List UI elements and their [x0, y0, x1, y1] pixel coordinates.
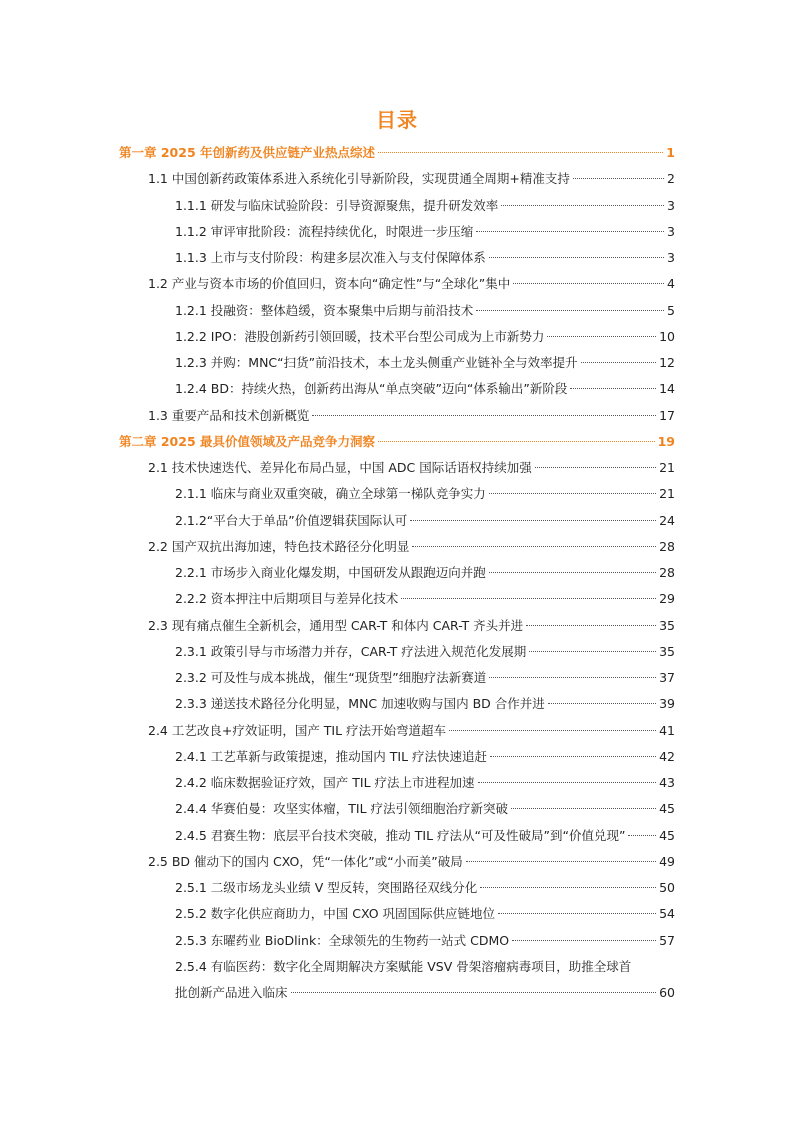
toc-leader-dots — [529, 651, 656, 652]
toc-entry[interactable] — [148, 457, 675, 479]
toc-entry-page: 28 — [659, 538, 675, 554]
toc-leader-dots — [291, 992, 657, 993]
toc-entry[interactable] — [148, 851, 675, 873]
toc-entry-page: 4 — [667, 276, 675, 292]
toc-leader-dots — [573, 178, 664, 179]
toc-entry-page: 3 — [667, 223, 675, 239]
toc-leader-dots — [490, 756, 656, 757]
toc-entry-page: 50 — [659, 880, 675, 895]
toc-entry[interactable] — [175, 930, 675, 952]
toc-entry-page: 57 — [659, 932, 675, 948]
toc-chapter-entry[interactable] — [119, 142, 675, 164]
toc-leader-dots — [410, 520, 656, 521]
toc-leader-dots — [480, 887, 656, 888]
toc-entry[interactable] — [175, 195, 675, 217]
toc-entry[interactable] — [175, 588, 675, 610]
toc-entry[interactable] — [175, 798, 675, 820]
toc-leader-dots — [498, 913, 656, 914]
toc-entry-page: 5 — [667, 302, 675, 318]
toc-entry-text: 2.5 BD 催动下的国内 CXO，凭“一体化”或“小而美”破局 — [148, 853, 463, 869]
toc-leader-dots — [476, 231, 664, 232]
toc-entry-text: 1.2.1 投融资：整体趋缓，资本聚集中后期与前沿技术 — [175, 302, 474, 318]
toc-entry-page: 3 — [667, 250, 675, 265]
toc-entry[interactable] — [175, 772, 675, 794]
toc-entry-text: 2.5.1 二级市场龙头业绩 V 型反转，突围路径双线分化 — [175, 880, 478, 895]
toc-leader-dots — [378, 152, 663, 153]
toc-entry-page: 1 — [666, 145, 675, 160]
toc-entry[interactable] — [148, 720, 675, 742]
toc-entry-text: 2.3.3 递送技术路径分化明显，MNC 加速收购与国内 BD 合作并进 — [175, 696, 545, 712]
toc-leader-dots — [412, 546, 656, 547]
toc-entry-text: 第一章 2025 年创新药及供应链产业热点综述 — [119, 145, 375, 160]
toc-entry-page: 14 — [659, 381, 675, 397]
toc-entry-page: 17 — [659, 407, 675, 423]
toc-entry-page: 12 — [659, 355, 675, 370]
toc-entry-text: 1.1.1 研发与临床试验阶段：引导资源聚焦，提升研发效率 — [175, 197, 499, 213]
toc-entry-text: 2.3.1 政策引导与市场潜力并存，CAR-T 疗法进入规范化发展期 — [175, 643, 527, 659]
toc-leader-dots — [628, 835, 656, 836]
toc-leader-dots — [489, 493, 656, 494]
toc-entry[interactable] — [175, 667, 675, 689]
toc-entry[interactable] — [175, 562, 675, 584]
toc-entry-page: 54 — [659, 906, 675, 922]
toc-leader-dots — [513, 283, 664, 284]
toc-entry[interactable] — [175, 693, 675, 715]
toc-entry-text: 2.4.2 临床数据验证疗效，国产 TIL 疗法上市进程加速 — [175, 775, 475, 790]
toc-leader-dots — [548, 703, 656, 704]
toc-leader-dots — [449, 730, 656, 731]
toc-entry-text: 1.3 重要产品和技术创新概览 — [148, 407, 310, 423]
toc-entry[interactable] — [175, 378, 675, 400]
toc-entry-page: 35 — [659, 643, 675, 659]
toc-entry[interactable] — [148, 405, 675, 427]
toc-leader-dots — [535, 467, 656, 468]
toc-leader-dots — [570, 388, 656, 389]
toc-entry-page: 21 — [659, 486, 675, 502]
toc-entry[interactable] — [175, 746, 675, 768]
page-title: 目录 — [376, 108, 418, 132]
toc-entry[interactable] — [175, 641, 675, 663]
toc-leader-dots — [466, 861, 656, 862]
toc-entry[interactable] — [148, 273, 675, 295]
toc-entry-text: 2.5.3 东曜药业 BioDlink：全球领先的生物药一站式 CDMO — [175, 932, 510, 948]
toc-leader-dots — [312, 415, 656, 416]
toc-entry-text: 2.2.2 资本押注中后期项目与差异化技术 — [175, 591, 399, 607]
toc-entry-text: 2.1 技术快速迭代、差异化布局凸显，中国 ADC 国际话语权持续加强 — [148, 460, 532, 475]
toc-leader-dots — [489, 257, 664, 258]
toc-entry-text: 2.3.2 可及性与成本挑战，催生“现货型”细胞疗法新赛道 — [175, 670, 487, 685]
toc-leader-dots — [581, 362, 656, 363]
toc-entry-page: 29 — [659, 591, 675, 607]
toc-entry[interactable] — [175, 221, 675, 243]
toc-entry[interactable] — [175, 903, 675, 925]
toc-leader-dots — [547, 336, 656, 337]
toc-entry-text: 2.4.1 工艺革新与政策提速，推动国内 TIL 疗法快速追赶 — [175, 748, 488, 764]
toc-entry-text: 1.2.2 IPO：港股创新药引领回暖，技术平台型公司成为上市新势力 — [175, 328, 545, 344]
toc-entry-page: 42 — [659, 748, 675, 764]
toc-entry-page: 49 — [659, 853, 675, 869]
toc-entry-text: 第二章 2025 最具价值领域及产品竞争力洞察 — [119, 433, 375, 449]
toc-entry[interactable] — [175, 247, 675, 269]
toc-entry-page: 45 — [659, 801, 675, 817]
toc-chapter-entry[interactable] — [119, 431, 675, 453]
toc-entry-text: 1.1.2 审评审批阶段：流程持续优化，时限进一步压缩 — [175, 223, 474, 239]
toc-entry-text: 1.1.3 上市与支付阶段：构建多层次准入与支付保障体系 — [175, 250, 486, 265]
toc-entry-text: 2.1.1 临床与商业双重突破，确立全球第一梯队竞争实力 — [175, 486, 486, 502]
toc-leader-dots — [489, 677, 656, 678]
toc-entry-page: 45 — [659, 827, 675, 843]
toc-entry[interactable] — [148, 168, 675, 190]
toc-entry[interactable] — [175, 326, 675, 348]
toc-entry-text: 2.1.2“平台大于单品”价值逻辑获国际认可 — [175, 512, 408, 528]
toc-entry[interactable] — [175, 510, 675, 532]
toc-entry-page: 10 — [659, 328, 675, 344]
toc-entry-page: 37 — [659, 670, 675, 685]
toc-entry-last-line1[interactable]: 2.5.4 有临医药：数字化全周期解决方案赋能 VSV 骨架溶瘤病毒项目，助推全球首 — [175, 958, 632, 974]
toc-leader-dots — [501, 205, 664, 206]
toc-leader-dots — [512, 940, 656, 941]
toc-entry-last-line2[interactable] — [175, 982, 675, 1004]
toc-entry-page: 28 — [659, 565, 675, 580]
toc-entry-text: 2.4.4 华赛伯曼：攻坚实体瘤，TIL 疗法引领细胞治疗新突破 — [175, 801, 509, 817]
toc-entry-text: 1.2.4 BD：持续火热，创新药出海从“单点突破”迈向“体系输出”新阶段 — [175, 381, 568, 397]
toc-entry-page: 35 — [659, 617, 675, 633]
toc-leader-dots — [489, 572, 656, 573]
toc-entry[interactable] — [175, 352, 675, 374]
toc-entry-text: 2.4 工艺改良+疗效证明，国产 TIL 疗法开始弯道超车 — [148, 722, 447, 738]
toc-entry-text: 2.2.1 市场步入商业化爆发期，中国研发从跟跑迈向并跑 — [175, 565, 486, 580]
toc-leader-dots — [378, 441, 655, 442]
toc-entry[interactable] — [148, 536, 675, 558]
toc-entry-text: 批创新产品进入临床 — [175, 985, 288, 1000]
toc-entry[interactable] — [148, 615, 675, 637]
toc-leader-dots — [511, 808, 656, 809]
toc-entry[interactable] — [175, 300, 675, 322]
toc-entry[interactable] — [175, 877, 675, 899]
toc-entry-text: 2.5.2 数字化供应商助力，中国 CXO 巩固国际供应链地位 — [175, 906, 496, 922]
toc-entry-page: 43 — [659, 775, 675, 790]
toc-entry[interactable] — [175, 825, 675, 847]
toc-entry-page: 39 — [659, 696, 675, 712]
toc-entry-text: 1.2 产业与资本市场的价值回归，资本向“确定性”与“全球化”集中 — [148, 276, 511, 292]
toc-entry-page: 3 — [667, 197, 675, 213]
toc-leader-dots — [401, 598, 656, 599]
toc-entry-page: 2 — [667, 171, 675, 187]
toc-entry-text: 2.4.5 君赛生物：底层平台技术突破，推动 TIL 疗法从“可及性破局”到“价值兑现” — [175, 827, 626, 843]
toc-leader-dots — [526, 625, 656, 626]
toc-entry-text: 2.2 国产双抗出海加速，特色技术路径分化明显 — [148, 538, 410, 554]
toc-entry-page: 21 — [659, 460, 675, 475]
toc-entry-page: 41 — [659, 722, 675, 738]
toc-entry-page: 24 — [659, 512, 675, 528]
toc-entry-text: 1.2.3 并购：MNC“扫货”前沿技术，本土龙头侧重产业链补全与效率提升 — [175, 355, 578, 370]
toc-leader-dots — [478, 782, 657, 783]
toc-entry-text: 1.1 中国创新药政策体系进入系统化引导新阶段，实现贯通全周期+精准支持 — [148, 171, 570, 187]
toc-leader-dots — [476, 310, 664, 311]
toc-entry[interactable] — [175, 483, 675, 505]
toc-entry-text: 2.3 现有痛点催生全新机会，通用型 CAR-T 和体内 CAR-T 齐头并进 — [148, 617, 524, 633]
toc-entry-page: 19 — [657, 433, 675, 449]
toc-entry-page: 60 — [659, 985, 675, 1000]
